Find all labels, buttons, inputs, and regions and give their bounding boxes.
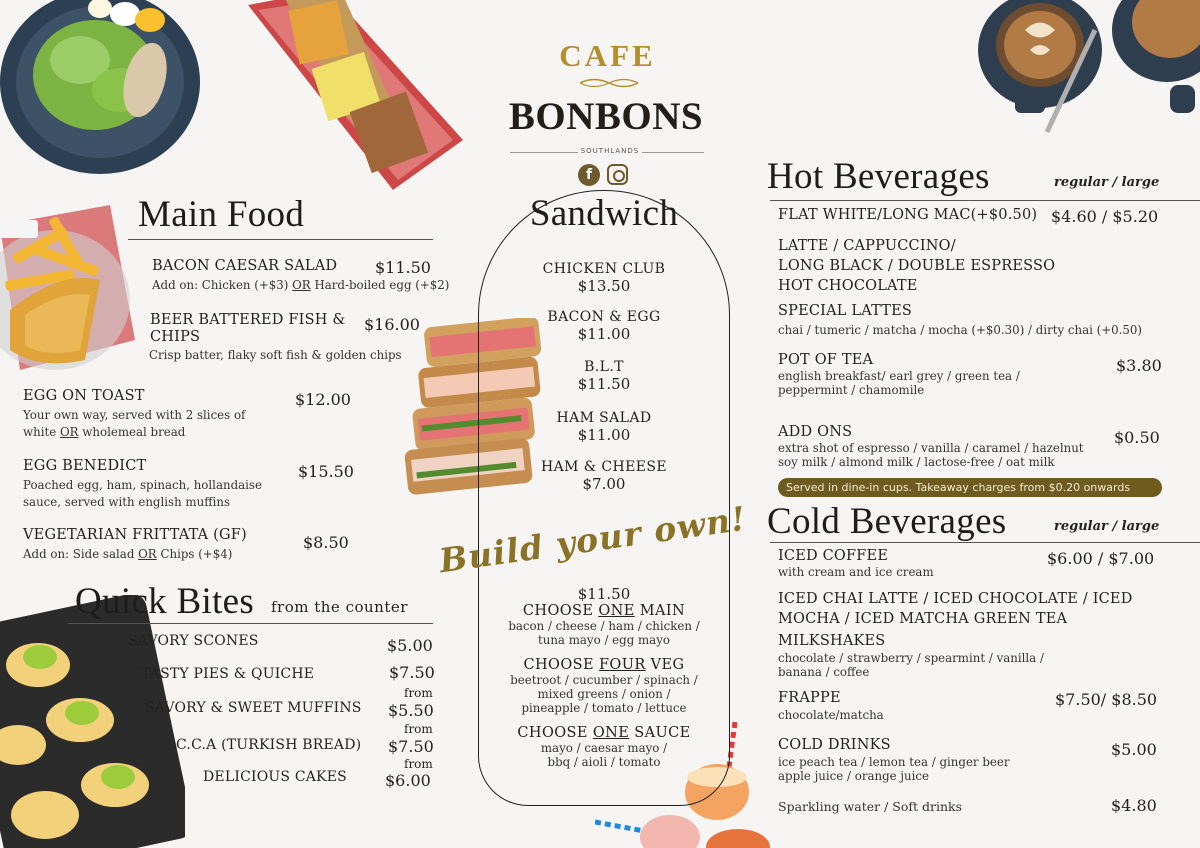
menu-item-price: $16.00 <box>364 315 420 334</box>
cold-beverages-title: Cold Beverages <box>767 501 1007 542</box>
drink-price: $5.00 <box>1111 740 1157 759</box>
flourish-ornament <box>578 76 640 90</box>
cake-board-photo <box>238 0 468 195</box>
drink-name: ICED COFFEE <box>778 548 889 564</box>
price-from-label: from <box>404 722 433 736</box>
hot-beverages-rule <box>770 200 1200 201</box>
menu-item-desc: Your own way, served with 2 slices of white OR wholemeal bread <box>23 408 246 439</box>
drink-name: ICED CHAI LATTE / ICED CHOCOLATE / ICED MOCHA / ICED MATCHA GREEN TEA <box>778 591 1133 627</box>
choose-sauce-options: mayo / caesar mayo / bbq / aioli / tomato <box>540 741 668 769</box>
quick-bite-name: SAVORY SCONES <box>128 633 259 649</box>
drink-desc: chocolate/matcha <box>778 708 884 722</box>
caesar-salad-photo <box>0 0 215 180</box>
cafe-word: CAFE <box>559 38 656 73</box>
menu-item-name: BEER BATTERED FISH & <box>150 312 346 328</box>
drink-desc: with cream and ice cream <box>778 565 934 579</box>
coffee-cups-photo <box>975 0 1200 135</box>
drink-name: FLAT WHITE/LONG MAC(+$0.50) <box>778 207 1038 223</box>
choose-veg-options: beetroot / cucumber / spinach / mixed greens / onion / pineapple / tomato / lettuce <box>510 673 698 715</box>
size-header: regular / large <box>1054 175 1160 190</box>
brand-name: BONBONS <box>508 95 704 138</box>
choose-main-heading: CHOOSE ONE MAIN <box>522 603 686 619</box>
sandwich-name: CHICKEN CLUB <box>542 261 666 277</box>
menu-item-price: $15.50 <box>298 462 354 481</box>
drink-name: ADD ONS <box>778 424 853 440</box>
main-food-rule <box>128 239 433 240</box>
price-from-label: from <box>404 757 433 771</box>
drink-name: LATTE / CAPPUCCINO/ LONG BLACK / DOUBLE ESPRESSO HOT CHOCOLATE <box>778 238 1056 294</box>
menu-item-price: $8.50 <box>303 533 349 552</box>
choose-sauce-heading: CHOOSE ONE SAUCE <box>517 725 691 741</box>
sandwich-name: B.L.T <box>584 359 624 375</box>
sandwich-name: HAM & CHEESE <box>541 459 667 475</box>
choose-main-options: bacon / cheese / ham / chicken / tuna mayo / egg mayo <box>508 619 700 647</box>
fish-and-chips-photo <box>0 190 140 375</box>
menu-item-name: EGG BENEDICT <box>23 458 147 474</box>
sandwich-name: BACON & EGG <box>547 309 661 325</box>
drink-price: $4.80 <box>1111 796 1157 815</box>
menu-item-desc: Add on: Side salad OR Chips (+$4) <box>23 547 233 561</box>
price-from-label: from <box>404 686 433 700</box>
sandwich-price: $7.00 <box>582 475 626 493</box>
build-your-own-section <box>478 585 730 769</box>
drink-name: SPECIAL LATTES <box>778 303 913 319</box>
quick-bite-price: $7.50 <box>388 737 434 756</box>
choose-veg-heading: CHOOSE FOUR VEG <box>523 657 685 673</box>
quick-bite-price: $7.50 <box>389 663 435 682</box>
sandwich-price: $13.50 <box>577 277 631 295</box>
menu-item-price: $11.50 <box>375 258 431 277</box>
main-food-title: Main Food <box>138 194 305 235</box>
sandwich-name: HAM SALAD <box>556 410 652 426</box>
sandwich-price: $11.50 <box>577 375 631 393</box>
drink-desc: chai / tumeric / matcha / mocha (+$0.30) / dirty chai (+0.50) <box>778 323 1143 337</box>
drink-name: Sparkling water / Soft drinks <box>778 799 963 814</box>
quick-bite-name: SAVORY & SWEET MUFFINS <box>145 700 362 716</box>
build-your-own-heading: Build your own! <box>436 498 749 581</box>
drink-price: $4.60 / $5.20 <box>1051 207 1159 226</box>
menu-item-price: $12.00 <box>295 390 351 409</box>
location-label: SOUTHLANDS <box>580 147 640 155</box>
quick-bites-subtitle: from the counter <box>271 598 408 616</box>
menu-item-name: BACON CAESAR SALAD <box>152 258 338 274</box>
sandwich-price: $11.00 <box>577 426 631 444</box>
facebook-icon[interactable]: f <box>578 164 600 186</box>
drink-name: POT OF TEA <box>778 352 874 368</box>
quick-bites-title: Quick Bites <box>75 581 255 622</box>
quick-bite-price: $5.00 <box>387 636 433 655</box>
drink-name: MILKSHAKES <box>778 633 886 649</box>
drink-price: $3.80 <box>1116 356 1162 375</box>
size-header: regular / large <box>1054 519 1160 534</box>
drink-price: $7.50/ $8.50 <box>1055 690 1158 709</box>
drink-name: FRAPPE <box>778 690 841 706</box>
cold-beverages-rule <box>770 542 1200 543</box>
build-price: $11.50 <box>577 585 631 603</box>
quick-bite-name: DELICIOUS CAKES <box>203 769 347 785</box>
sandwich-price: $11.00 <box>577 325 631 343</box>
drink-name: COLD DRINKS <box>778 737 891 753</box>
menu-item-name: VEGETARIAN FRITTATA (GF) <box>23 527 247 543</box>
drink-price: $0.50 <box>1114 428 1160 447</box>
quick-bite-price: $5.50 <box>388 701 434 720</box>
drink-desc: chocolate / strawberry / spearmint / vanilla / banana / coffee <box>778 651 1044 679</box>
quick-bite-price: $6.00 <box>385 771 431 790</box>
quick-bite-name: TASTY PIES & QUICHE <box>141 666 315 682</box>
sandwich-title: Sandwich <box>529 193 679 234</box>
drink-desc: extra shot of espresso / vanilla / caramel / hazelnut soy milk / almond milk / lactose-free / oat milk <box>778 441 1084 469</box>
menu-item-name-cont: CHIPS <box>150 329 201 345</box>
drink-desc: ice peach tea / lemon tea / ginger beer apple juice / orange juice <box>778 755 1010 783</box>
quick-bite-name: C.C.A (TURKISH BREAD) <box>176 737 362 753</box>
brand-divider-right <box>642 152 704 153</box>
drink-desc: english breakfast/ earl grey / green tea / peppermint / chamomile <box>778 369 1020 397</box>
brand-divider-left <box>510 152 578 153</box>
instagram-icon[interactable] <box>607 164 628 185</box>
menu-item-name: EGG ON TOAST <box>23 388 145 404</box>
menu-item-desc: Crisp batter, flaky soft fish & golden chips <box>149 348 402 362</box>
menu-item-desc: Add on: Chicken (+$3) OR Hard-boiled egg (+$2) <box>152 278 450 292</box>
hot-beverages-title: Hot Beverages <box>767 156 990 197</box>
drink-price: $6.00 / $7.00 <box>1047 549 1155 568</box>
quick-bites-rule <box>68 623 433 624</box>
menu-item-desc: Poached egg, ham, spinach, hollandaise sauce, served with english muffins <box>23 478 262 509</box>
sandwich-list <box>478 261 730 493</box>
takeaway-banner: Served in dine-in cups. Takeaway charges from $0.20 onwards <box>778 478 1162 497</box>
